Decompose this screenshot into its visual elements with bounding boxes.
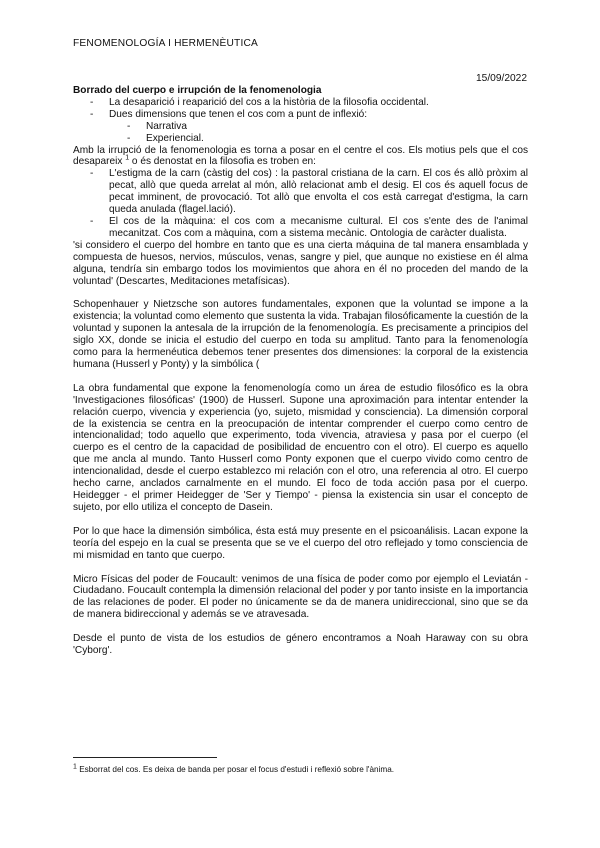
paragraph-text: o és denostat en la filosofia es troben en: — [131, 156, 316, 168]
document-date: 15/09/2022 — [476, 73, 527, 84]
dimensions-list — [73, 121, 528, 145]
reasons-list — [73, 168, 528, 239]
paragraph-foucault: Micro Físicas del poder de Foucault: venimos de una física de poder como por ejemplo el Leviatán - Ciudadano. Foucault contempla la dimensión relacional del poder y por tanto insiste en la importancia de las relaciones de poder. El poder no únicamente se da de manera unidireccional, sino que se da de manera bidireccional y además se ve atravesada. — [73, 573, 528, 621]
paragraph-text: Amb la irrupció de la fenomenologia es torna a posar en el centre el cos. Els motius pels que el cos desapareix — [73, 144, 528, 168]
list-item: - Experiencial. — [73, 133, 528, 145]
paragraph-schopenhauer: Schopenhauer y Nietzsche son autores fundamentales, exponen que la voluntad se impone a la existencia; la voluntad como elemento que sustenta la vida. Trabajan filosóficamente la cuestión de la voluntad y suponen la antesala de la irrupción de la fenomenología. Es precisamente a principios del siglo XX, donde se inicia el estudio del cuerpo en toda su amplitud. Tanto para la fenomenología como para la hermenéutica debemos tener presentes dos dimensiones: la corporal de la existencia humana (Husserl y Ponty) y la simbólica ( — [73, 299, 528, 370]
footnote-divider — [73, 757, 217, 758]
paragraph-husserl: La obra fundamental que expone la fenomenología como un área de estudio filosófico es la obra 'Investigaciones filosóficas' (1900) de Husserl. Supone una aproximación para intentar entender la relación cuerpo, vivencia y experiencia (yo, sujeto, mismidad y consciencia). La dimensión corporal de la existencia se centra en la preocupación de intentar comprender el cuerpo como centro de intencionalidad; todo aquello que experimento, toda vivencia, atraviesa y pasa por el cuerpo (el cuerpo es el centro de la capacidad de posibilidad de encuentro con el otro). El cuerpo es aquello que me ancla al mundo. Tanto Husserl como Ponty exponen que el cuerpo vivido como centro de intencionalidad, desde el cuerpo establezco mi relación con el otro, una referencia al otro. El cuerpo hecho carne, anclados carnalmente en el mundo. El foco de toda acción pasa por el cuerpo. Heidegger - el primer Heidegger de 'Ser y Tiempo' - piensa la existencia sin usar el concepto de sujeto, por ello utiliza el concepto de Dasein. — [73, 382, 528, 513]
document-header-title: FENOMENOLOGÍA I HERMENÈUTICA — [73, 38, 259, 49]
footnote-reference[interactable]: 1 — [125, 155, 130, 163]
footnote — [73, 765, 528, 775]
document-body — [73, 85, 528, 657]
paragraph-irrupcio — [73, 145, 528, 169]
descartes-quote: 'si considero el cuerpo del hombre en tanto que es una cierta máquina de tal manera ensamblada y compuesta de huesos, nervios, músculos, venas, sangre y piel, que aunque no existiese en él alma alguna, tendría sin embargo todos los movimientos que ahora en él no proceden del mando de la voluntad' (Descartes, Meditaciones metafísicas). — [73, 239, 528, 287]
list-item: - La desaparició i reaparició del cos a la història de la filosofia occidental. — [73, 97, 528, 109]
list-item: - L'estigma de la carn (càstig del cos) : la pastoral cristiana de la carn. El cos és allò pròxim al pecat, allò que queda arrelat al món, allò relacionat amb el desig. El cos és aquell focus de pecat imminent, de provocació. Tot allò que envolta el cos està carregat d'estigma, la carn queda anulada (flagel.lació). — [73, 168, 528, 216]
list-item: - El cos de la màquina: el cos com a mecanisme cultural. El cos s'ente des de l'animal mecanitzat. Cos com a màquina, com a sistema mecànic. Ontologia de caràcter dualista. — [73, 216, 528, 240]
paragraph-haraway: Desde el punto de vista de los estudios de género encontramos a Noah Haraway con su obra 'Cyborg'. — [73, 633, 528, 657]
footnote-marker: 1 — [73, 763, 77, 771]
intro-list — [73, 97, 528, 121]
footnote-text: Esborrat del cos. Es deixa de banda per posar el focus d'estudi i reflexió sobre l'ànima. — [79, 765, 395, 774]
section-heading: Borrado del cuerpo e irrupción de la fenomenologia — [73, 85, 322, 96]
paragraph-lacan: Por lo que hace la dimensión simbólica, ésta está muy presente en el psicoanálisis. Lacan expone la teoría del espejo en la cual se presenta que se ve el cuerpo del otro reflejado y tomo consciencia de mi mismidad en tanto que cuerpo. — [73, 525, 528, 561]
list-item: - Narrativa — [73, 121, 528, 133]
list-item: - Dues dimensions que tenen el cos com a punt de inflexió: — [73, 109, 528, 121]
